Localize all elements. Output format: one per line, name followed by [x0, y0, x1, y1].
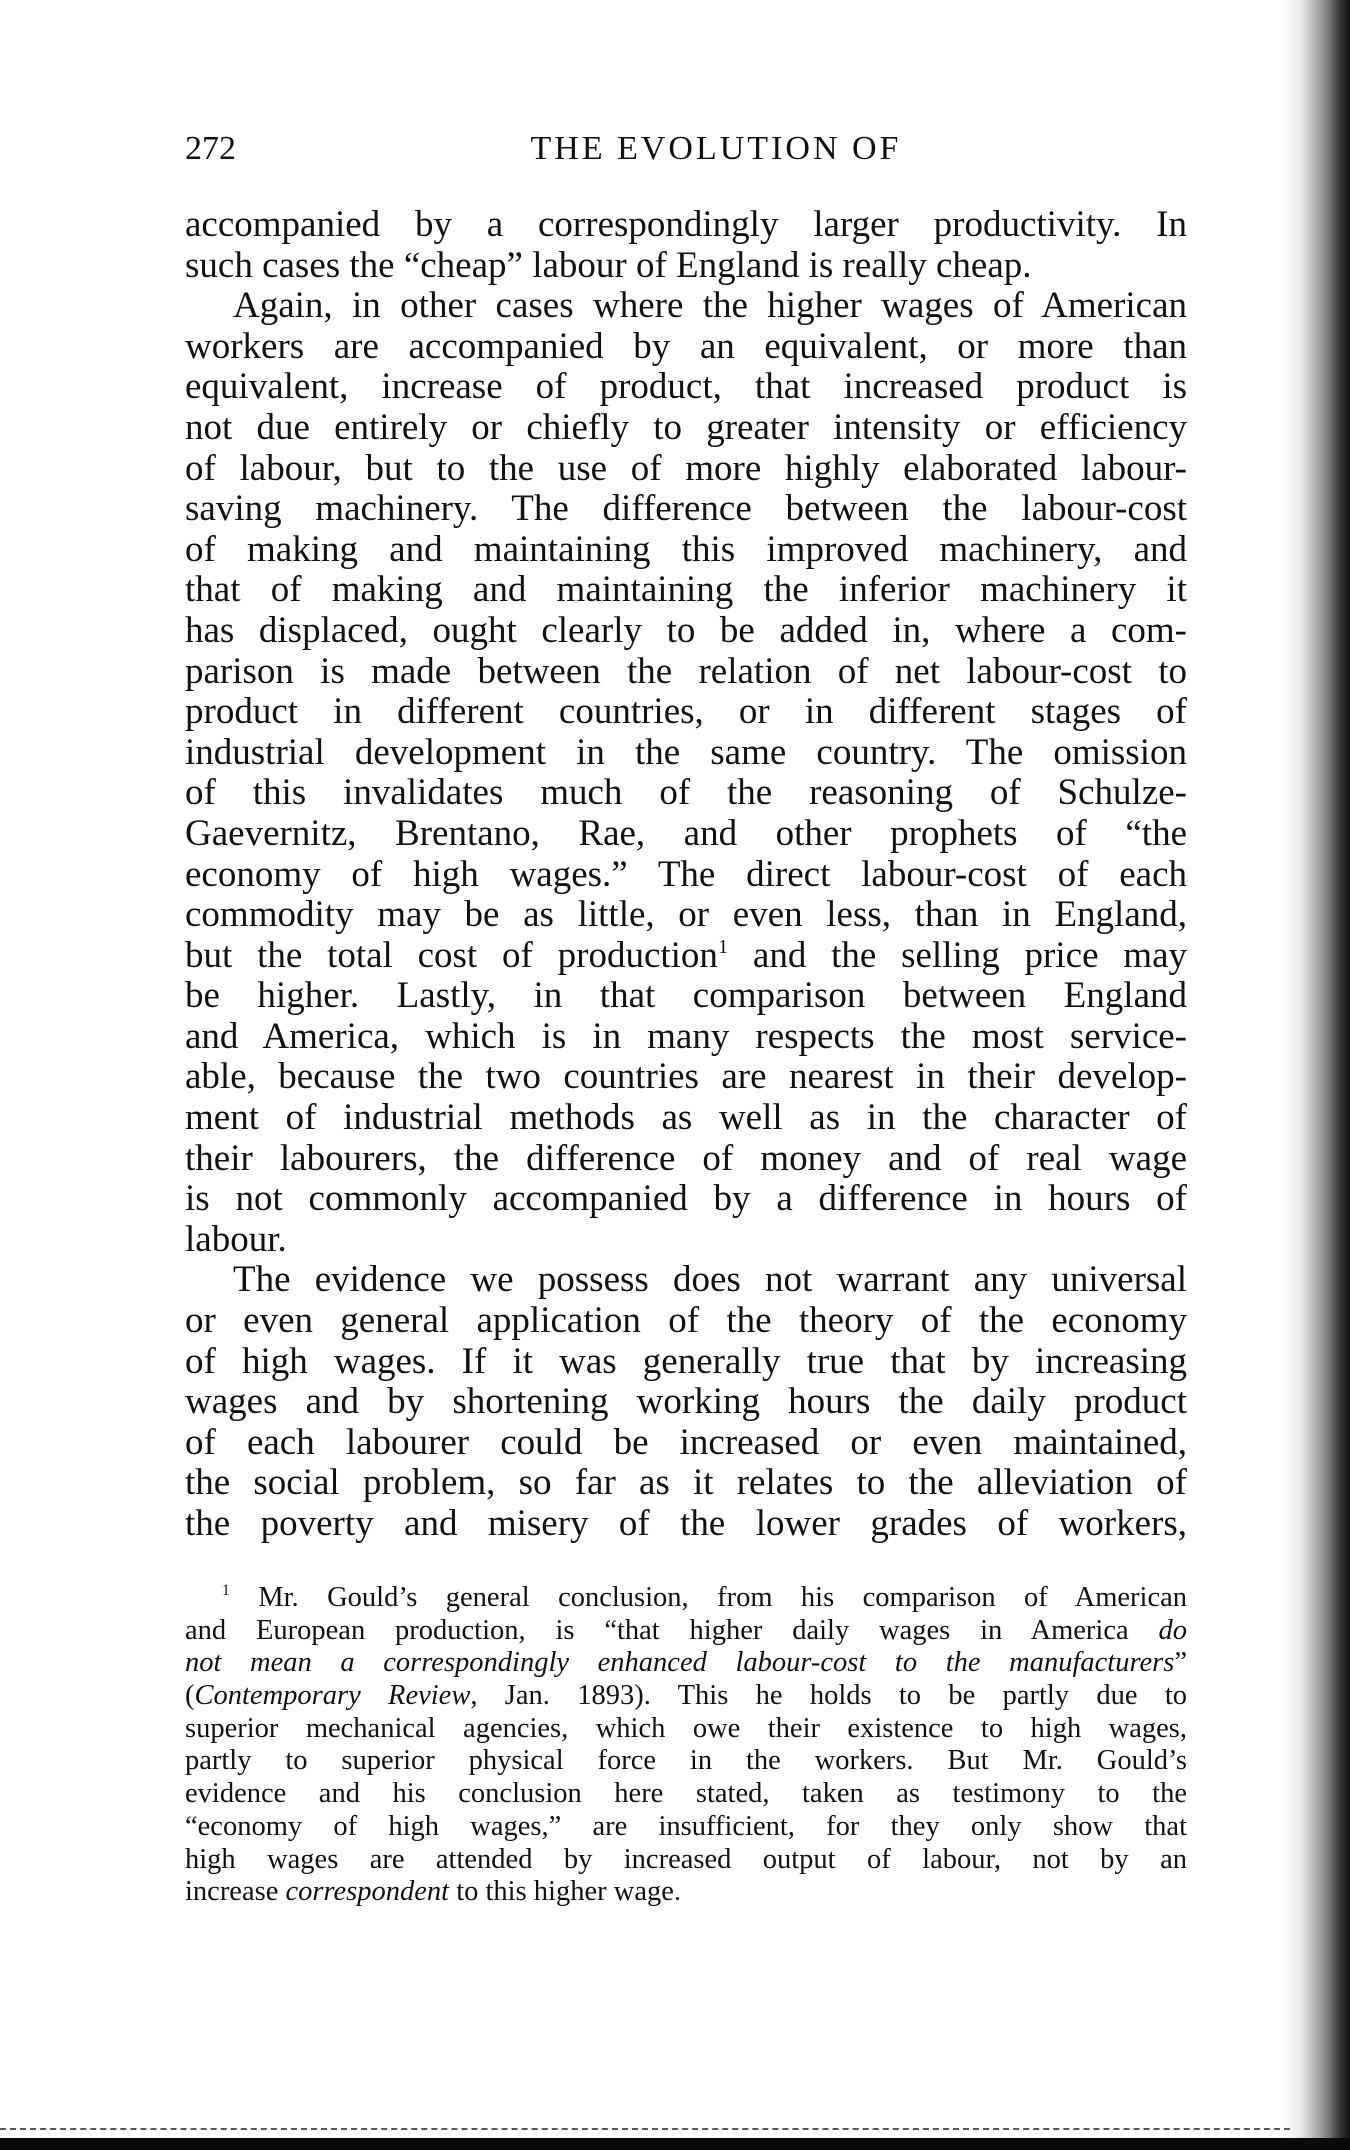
text-run: and the selling price may: [728, 934, 1187, 976]
body-line: [185, 1301, 1187, 1342]
footnote-marker: 1: [222, 1582, 230, 1600]
body-line: [185, 1423, 1187, 1464]
page-number: 272: [185, 130, 236, 167]
text-run: of making and maintaining this improved machinery, and: [185, 528, 1187, 570]
footnote-line: [185, 1647, 1187, 1680]
footnote-line: [185, 1615, 1187, 1648]
text-run: “economy of high wages,” are insufficient, for they only show that: [185, 1810, 1187, 1842]
italic-text: not mean a correspondingly enhanced labour-cost to the manufacturers: [185, 1647, 1175, 1679]
body-line: [185, 1057, 1187, 1098]
body-line: [185, 1017, 1187, 1058]
text-run: economy of high wages.” The direct labour-cost of each: [185, 853, 1187, 895]
body-line: [185, 1463, 1187, 1504]
text-run: their labourers, the difference of money and of real wage: [185, 1137, 1187, 1179]
body-line: [185, 530, 1187, 571]
text-run: is not commonly accompanied by a difference in hours of: [185, 1178, 1187, 1220]
body-line: [185, 976, 1187, 1017]
footnote-line: [185, 1745, 1187, 1778]
footnote-line: [185, 1680, 1187, 1713]
text-run: superior mechanical agencies, which owe their existence to high wages,: [185, 1712, 1187, 1744]
running-head: THE EVOLUTION OF: [530, 130, 902, 167]
scan-edge-line: [0, 2128, 1290, 2130]
italic-text: do: [1158, 1614, 1187, 1646]
text-run: product in different countries, or in different stages of: [185, 691, 1187, 733]
body-line: [185, 1504, 1187, 1545]
text-run: be higher. Lastly, in that comparison between England: [185, 975, 1187, 1017]
text-run: the social problem, so far as it relates to the alleviation of: [185, 1462, 1187, 1504]
footnote: [185, 1582, 1187, 1909]
text-run: industrial development in the same country. The omission: [185, 731, 1187, 773]
body-line: [185, 855, 1187, 896]
text-run: The evidence we possess does not warrant any universal: [233, 1259, 1187, 1301]
text-run: of this invalidates much of the reasoning of Schulze-: [185, 772, 1187, 814]
text-run: has displaced, ought clearly to be added in, where a com-: [185, 609, 1187, 651]
body-line: [185, 895, 1187, 936]
footnote-line: [185, 1713, 1187, 1746]
text-run: equivalent, increase of product, that increased product is: [185, 366, 1187, 408]
text-run: and European production, is “that higher daily wages in America: [185, 1614, 1159, 1646]
body-line: [185, 1260, 1187, 1301]
footnote-line: [185, 1876, 1187, 1909]
text-run: ”: [1174, 1647, 1187, 1679]
footnote-line: [185, 1582, 1187, 1615]
body-line: [185, 327, 1187, 368]
text-run: wages and by shortening working hours the daily product: [185, 1381, 1187, 1423]
text-run: of each labourer could be increased or even maintained,: [185, 1421, 1187, 1463]
text-run: saving machinery. The difference between the labour-cost: [185, 488, 1187, 530]
text-run: the poverty and misery of the lower grades of workers,: [185, 1503, 1187, 1544]
text-run: such cases the “cheap” labour of England is really cheap.: [185, 244, 1032, 286]
text-run: partly to superior physical force in the workers. But Mr. Gould’s: [185, 1745, 1187, 1777]
body-line: [185, 1220, 1187, 1261]
text-run: commodity may be as little, or even less, than in England,: [185, 894, 1187, 936]
footnote-line: [185, 1778, 1187, 1811]
text-run: of high wages. If it was generally true that by increasing: [185, 1340, 1187, 1382]
body-line: [185, 205, 1187, 246]
text-run: , Jan. 1893). This he holds to be partly due to: [470, 1680, 1187, 1712]
footnote-line: [185, 1811, 1187, 1844]
body-line: [185, 1179, 1187, 1220]
text-run: increase: [185, 1876, 286, 1908]
body-line: [185, 652, 1187, 693]
body-line: [185, 733, 1187, 774]
body-line: [185, 1382, 1187, 1423]
italic-text: Contemporary Review: [194, 1680, 471, 1712]
text-run: able, because the two countries are nearest in their develop-: [185, 1056, 1187, 1098]
text-run: of labour, but to the use of more highly elaborated labour-: [185, 447, 1187, 489]
text-run: (: [185, 1680, 195, 1712]
body-line: [185, 773, 1187, 814]
text-run: ment of industrial methods as well as in the character of: [185, 1097, 1187, 1139]
body-line: [185, 1139, 1187, 1180]
footnote-line: [185, 1844, 1187, 1877]
text-run: accompanied by a correspondingly larger productivity. In: [185, 204, 1187, 245]
body-line: [185, 367, 1187, 408]
text-run: evidence and his conclusion here stated, taken as testimony to the: [185, 1778, 1187, 1810]
text-run: parison is made between the relation of net labour-cost to: [185, 650, 1187, 692]
scan-bottom-bar: [0, 2138, 1350, 2150]
text-run: workers are accompanied by an equivalent, or more than: [185, 325, 1187, 367]
text-run: Again, in other cases where the higher wages of American: [233, 285, 1187, 327]
body-line: [185, 286, 1187, 327]
text-run: to this higher wage.: [449, 1876, 681, 1908]
body-line: [185, 814, 1187, 855]
body-line: [185, 692, 1187, 733]
body-line: [185, 489, 1187, 530]
text-run: labour.: [185, 1218, 287, 1260]
body-line: [185, 570, 1187, 611]
page-header: [185, 130, 1187, 174]
body-line: [185, 611, 1187, 652]
text-run: and America, which is in many respects the most service-: [185, 1015, 1187, 1057]
text-run: or even general application of the theory of the economy: [185, 1300, 1187, 1342]
body-line: [185, 408, 1187, 449]
footnote-marker: 1: [717, 935, 729, 958]
text-run: high wages are attended by increased output of labour, not by an: [185, 1843, 1187, 1875]
text-run: Mr. Gould’s general conclusion, from his comparison of American: [229, 1582, 1187, 1613]
body-line: [185, 1342, 1187, 1383]
body-line: [185, 449, 1187, 490]
text-run: Gaevernitz, Brentano, Rae, and other prophets of “the: [185, 812, 1187, 854]
body-text: [185, 205, 1187, 1545]
body-line: [185, 1098, 1187, 1139]
text-run: but the total cost of production: [185, 934, 718, 976]
italic-text: correspondent: [285, 1876, 450, 1908]
text-run: not due entirely or chiefly to greater intensity or efficiency: [185, 406, 1187, 448]
body-line: [185, 936, 1187, 977]
scan-gutter-shadow: [1280, 0, 1350, 2150]
body-line: [185, 246, 1187, 287]
text-run: that of making and maintaining the inferior machinery it: [185, 569, 1187, 611]
